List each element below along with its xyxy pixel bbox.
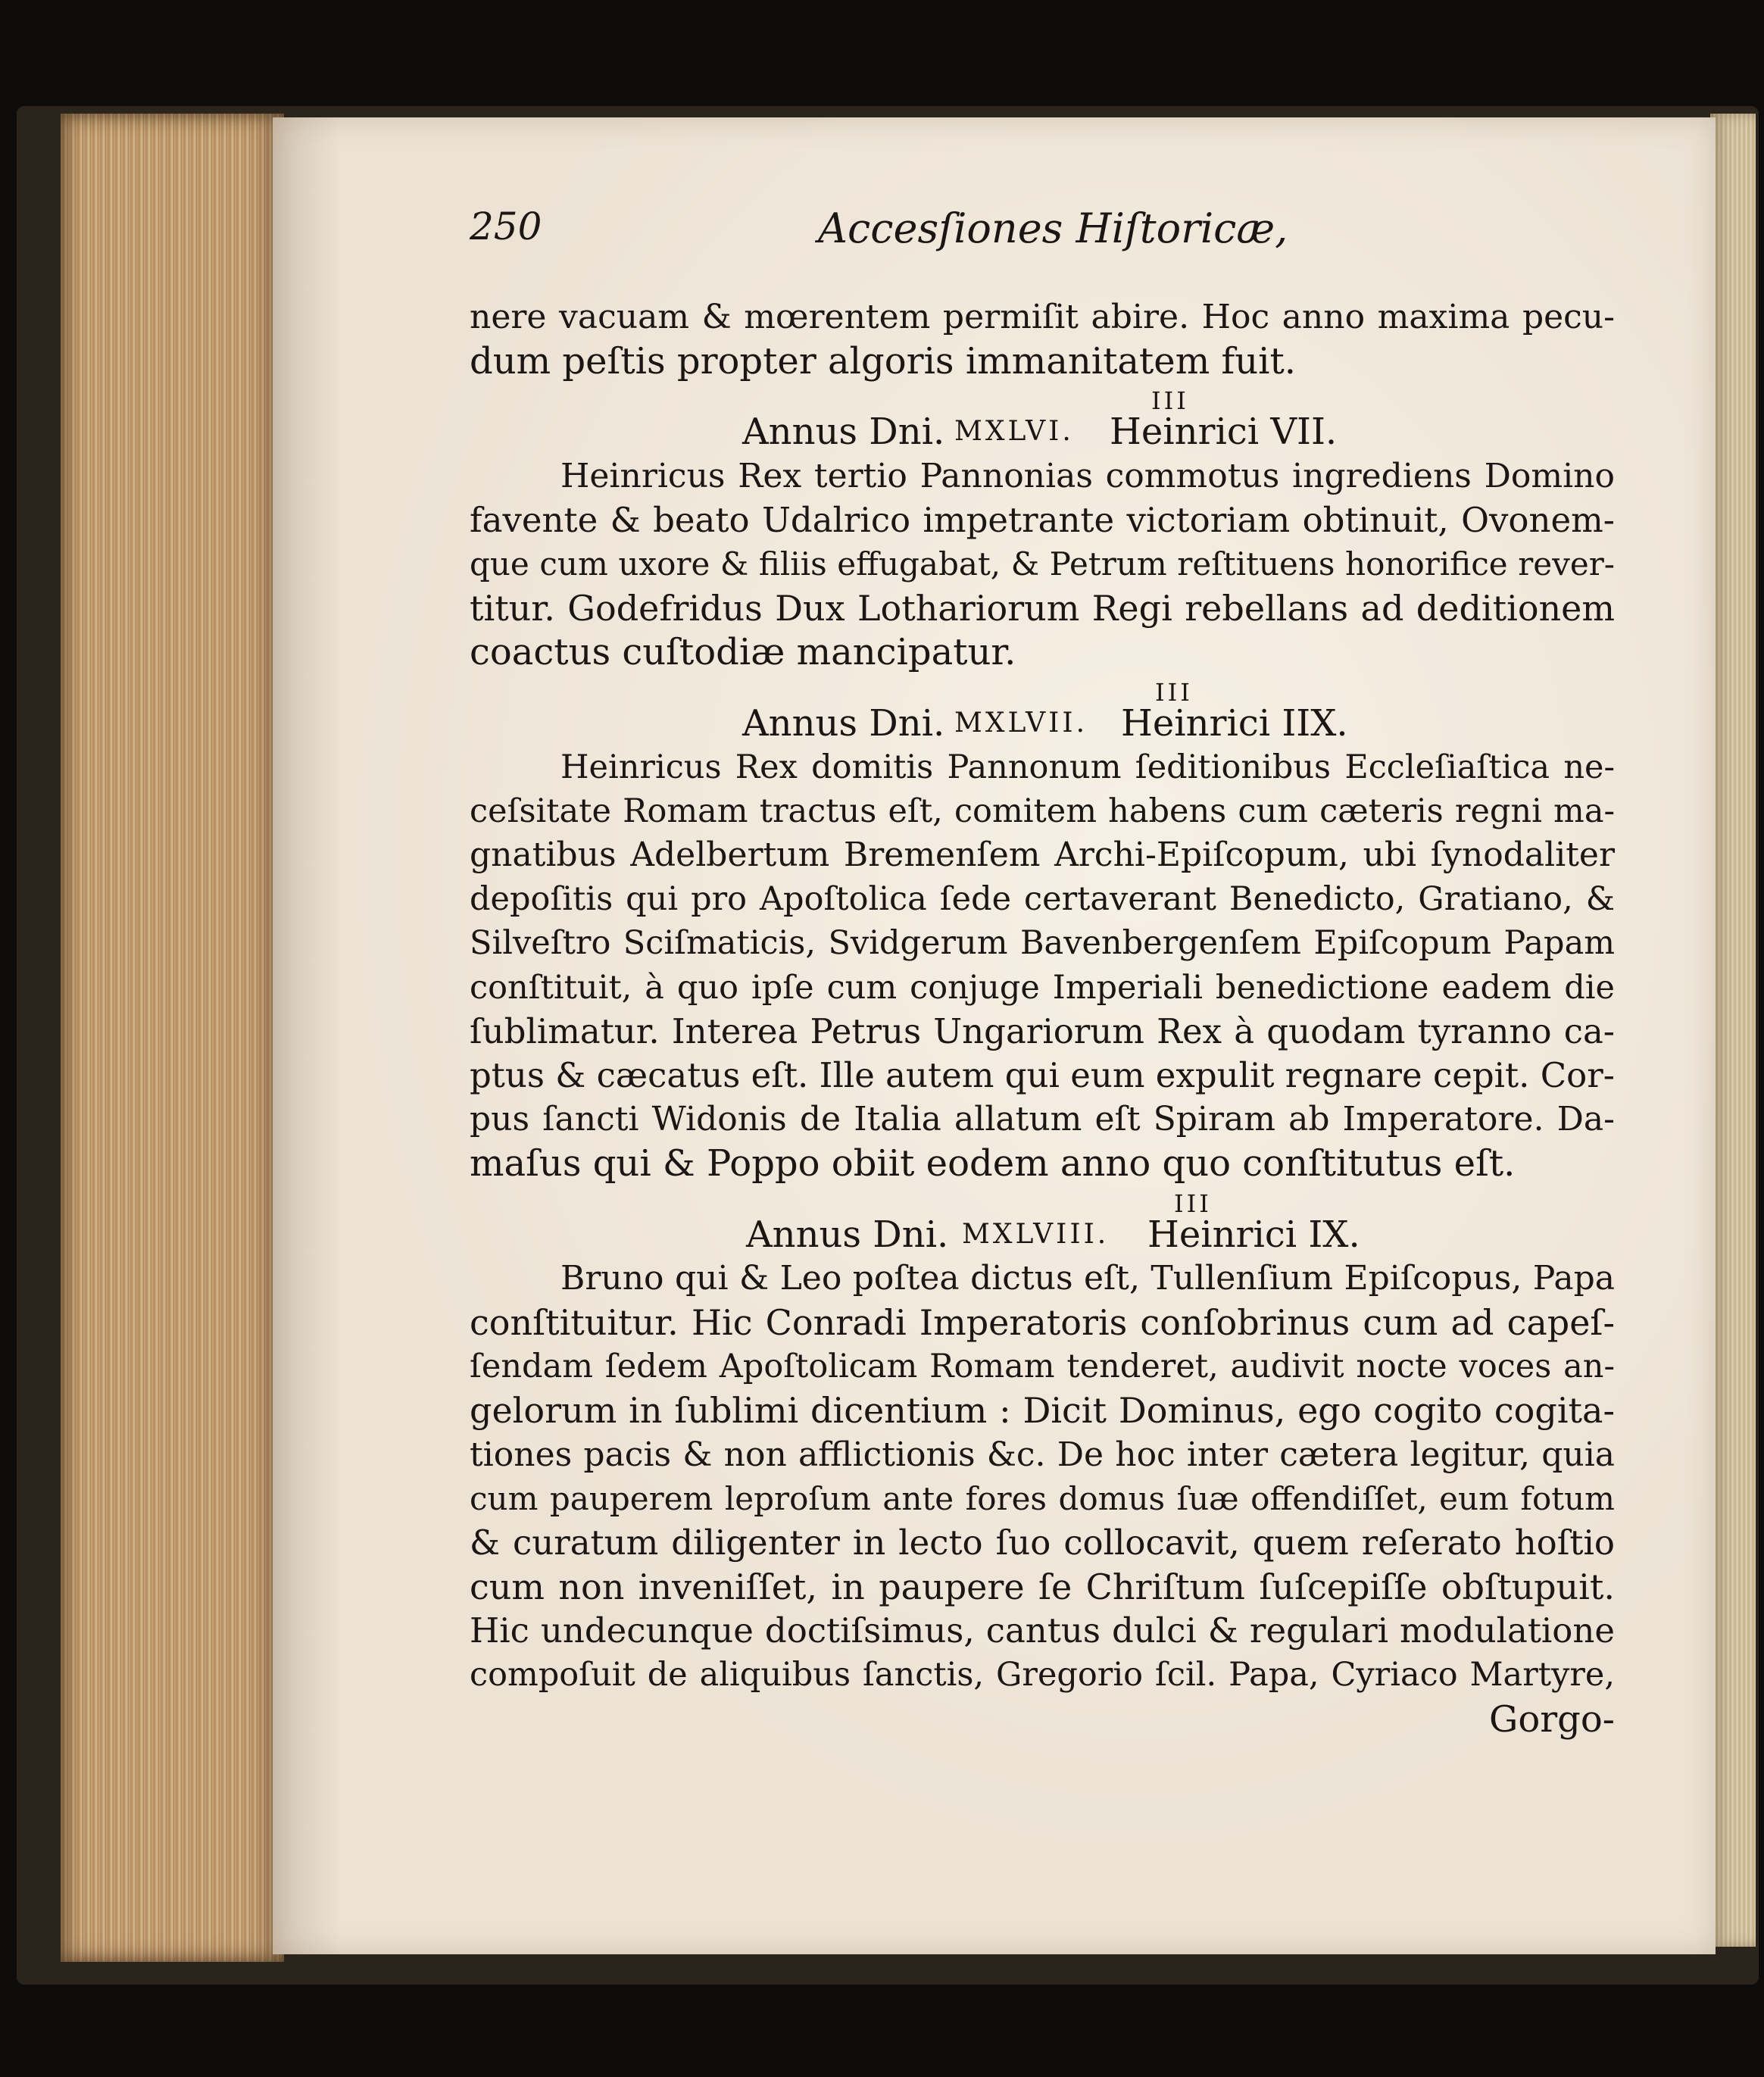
text-line: & curatum diligenter in lecto ſuo collocavit, quem reſerato hoſtio xyxy=(470,1522,1615,1563)
text-line: Bruno qui & Leo poſtea dictus eſt, Tullenſium Epiſcopus, Papa xyxy=(560,1258,1615,1298)
text-line: cum pauperem leproſum ante fores domus ſuæ offendiſſet, eum fotum xyxy=(470,1479,1615,1517)
year-marker: III xyxy=(1174,1188,1212,1218)
king-regnal-year: Heinrici VII. xyxy=(1110,411,1338,454)
text-line: dum peſtis propter algoris immanitatem fuit. xyxy=(470,340,1297,383)
year-heading-1048 xyxy=(470,1213,1615,1257)
text-line: Heinricus Rex tertio Pannonias commotus ingrediens Domino xyxy=(560,456,1615,495)
annus-label: Annus Dni. xyxy=(742,411,945,454)
text-line: conſtituitur. Hic Conradi Imperatoris conſobrinus cum ad capeſ- xyxy=(470,1301,1615,1343)
text-line: nere vacuam & mœrentem permiſit abire. Hoc anno maxima pecu- xyxy=(470,298,1615,336)
year-heading-1046 xyxy=(470,410,1615,454)
running-head-title: Accesſiones Hiſtoricæ, xyxy=(818,205,1288,252)
text-line: maſus qui & Poppo obiit eodem anno quo conſtitutus eſt. xyxy=(470,1142,1516,1185)
king-regnal-year: Heinrici IX. xyxy=(1147,1213,1360,1256)
year-numeral: MXLVII. xyxy=(954,707,1088,739)
text-line: gnatibus Adelbertum Bremenſem Archi-Epiſcopum, ubi ſynodaliter xyxy=(470,835,1615,875)
page-edges-left xyxy=(61,114,284,1962)
text-line: gelorum in ſublimi dicentium : Dicit Dominus, ego cogito cogita- xyxy=(470,1390,1615,1432)
text-line: titur. Godefridus Dux Lothariorum Regi rebellans ad deditionem xyxy=(470,588,1615,629)
text-line: Heinricus Rex domitis Pannonum ſeditionibus Eccleſiaſtica ne- xyxy=(560,748,1615,786)
text-line: pus ſancti Widonis de Italia allatum eſt Spiram ab Imperatore. Da- xyxy=(470,1100,1615,1139)
text-line: ceſsitate Romam tractus eſt, comitem habens cum cæteris regni ma- xyxy=(470,792,1615,830)
running-head xyxy=(470,205,1615,258)
annus-label: Annus Dni. xyxy=(746,1213,949,1256)
text-line: cum non inveniſſet, in paupere ſe Chriſtum ſuſcepiſſe obſtupuit. xyxy=(470,1566,1615,1608)
text-line: compoſuit de aliquibus ſanctis, Gregorio ſcil. Papa, Cyriaco Martyre, xyxy=(470,1656,1615,1694)
text-line: ſublimatur. Interea Petrus Ungariorum Rex à quodam tyranno ca- xyxy=(470,1010,1615,1051)
page-body xyxy=(470,295,1615,1741)
year-marker: III xyxy=(1155,677,1193,707)
king-regnal-year: Heinrici IIX. xyxy=(1121,701,1348,745)
text-line: coactus cuſtodiæ mancipatur. xyxy=(470,631,1016,674)
year-numeral: MXLVI. xyxy=(954,416,1074,448)
page-edges-right xyxy=(1710,114,1756,1947)
text-line: conſtituit, à quo ipſe cum conjuge Imperiali benedictione eadem die xyxy=(470,968,1615,1007)
year-marker: III xyxy=(1151,386,1189,416)
text-line: Silveſtro Sciſmaticis, Svidgerum Bavenbergenſem Epiſcopum Papam xyxy=(470,924,1615,963)
text-line: depoſitis qui pro Apoſtolica ſede certaverant Benedicto, Gratiano, & xyxy=(470,880,1615,919)
text-line: favente & beato Udalrico impetrante victoriam obtinuit, Ovonem- xyxy=(470,499,1615,540)
text-line: Hic undecunque doctiſsimus, cantus dulci & regulari modulatione xyxy=(470,1610,1615,1651)
annus-label: Annus Dni. xyxy=(742,701,945,745)
text-line: tiones pacis & non afflictionis &c. De hoc inter cætera legitur, quia xyxy=(470,1435,1615,1474)
year-heading-1047 xyxy=(470,701,1615,745)
year-numeral: MXLVIII. xyxy=(962,1218,1110,1250)
text-line: ptus & cæcatus eſt. Ille autem qui eum expulit regnare cepit. Cor- xyxy=(470,1055,1615,1095)
catchword: Gorgo- xyxy=(1488,1698,1615,1741)
page-number: 250 xyxy=(470,205,542,248)
text-line: que cum uxore & filiis effugabat, & Petrum reſtituens honorifice rever- xyxy=(470,545,1615,582)
text-line: ſendam ſedem Apoſtolicam Romam tenderet, audivit nocte voces an- xyxy=(470,1348,1615,1386)
